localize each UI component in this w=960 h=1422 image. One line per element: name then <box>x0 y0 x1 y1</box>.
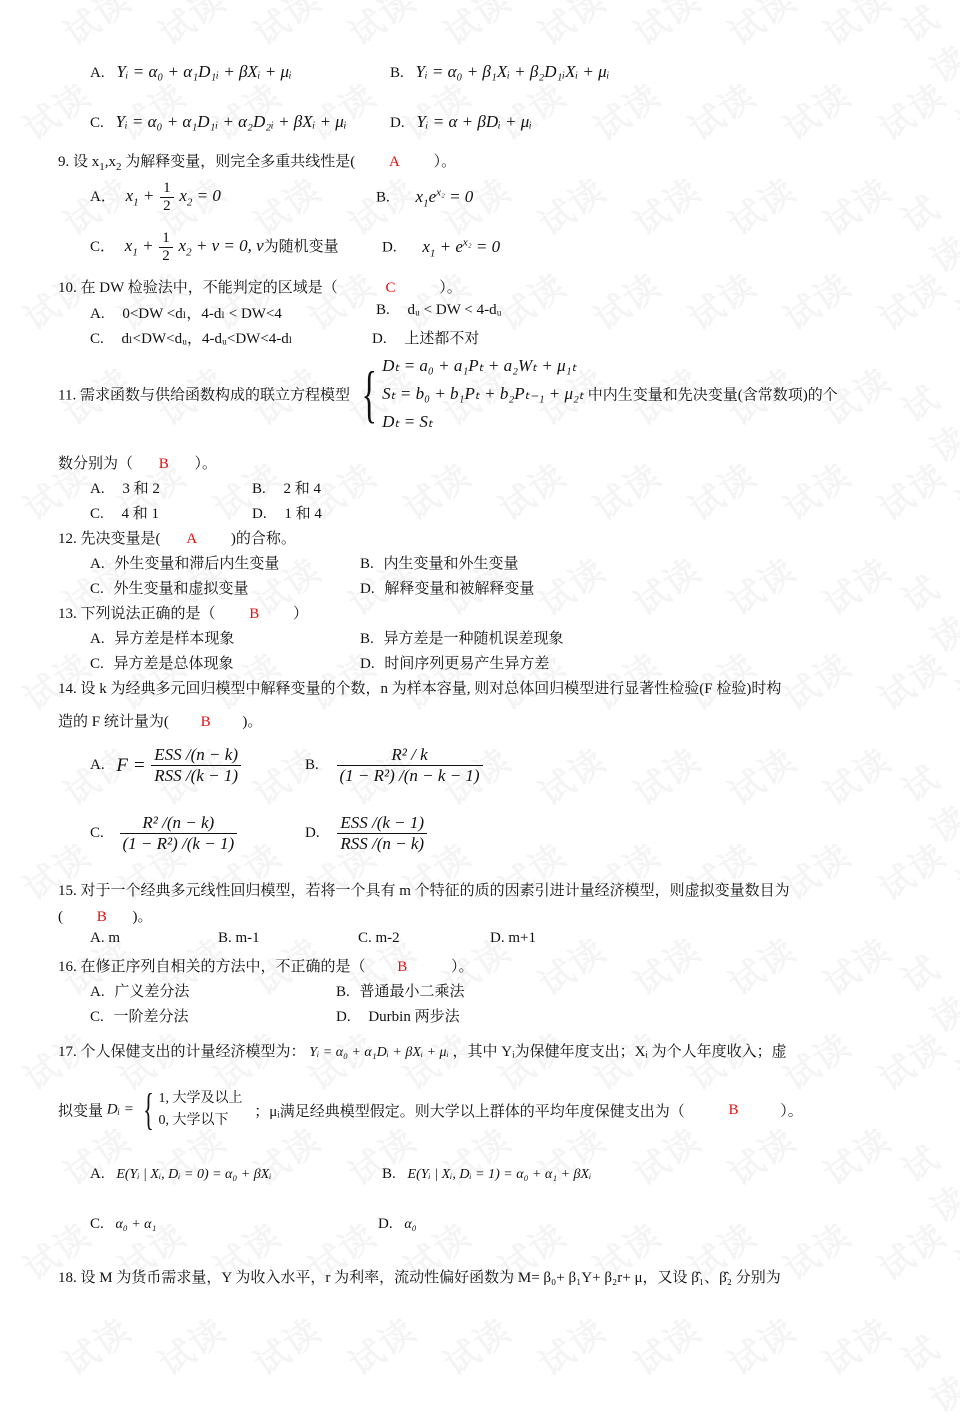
q11-stem-line2 <box>58 452 217 473</box>
option-text: 异方差是总体现象 <box>113 656 234 672</box>
stem-text: )的合称。 <box>230 531 296 547</box>
option-label: C. <box>90 581 104 597</box>
option-label: D. m+1 <box>490 930 536 946</box>
stem-text: )。 <box>132 909 153 925</box>
option-label: D. <box>390 115 405 131</box>
option-text: 时间序列更易产生异方差 <box>384 656 550 672</box>
q10-option-c <box>90 327 292 348</box>
left-brace: { <box>361 358 377 429</box>
option-label: B. <box>305 757 319 773</box>
answer-mark: B <box>249 606 260 622</box>
option-label: C. <box>90 1009 104 1025</box>
option-label: D. <box>372 331 387 347</box>
q12-stem <box>58 527 296 548</box>
q17-stem <box>58 1040 787 1061</box>
stem-text: 11. 需求函数与供给函数构成的联立方程模型 <box>58 387 350 404</box>
option-label: D. <box>305 825 320 841</box>
fraction <box>337 813 427 854</box>
q9-option-d: D. $x_1 + e^{x_2} = 0$ <box>382 236 501 260</box>
left-brace: { <box>142 1085 154 1134</box>
q14-option-d <box>305 813 429 854</box>
stem-text: ）。 <box>780 1103 803 1120</box>
option-text: 外生变量和滞后内生变量 <box>114 556 280 572</box>
answer-mark: B <box>200 714 211 730</box>
stem-text: 16. 在修正序列自相关的方法中，不正确的是（ <box>58 959 366 975</box>
answer-mark: C <box>385 280 396 296</box>
q14-option-a <box>90 745 243 786</box>
q11-option-c <box>90 502 159 523</box>
formula: Yᵢ = α₀ + α₁D₁ᵢ + βXᵢ + μᵢ <box>116 62 292 81</box>
equation: Dₜ = Sₜ <box>382 412 433 431</box>
option-label: A. <box>90 65 105 81</box>
option-label: B. <box>252 481 266 497</box>
fraction: $\frac{1}{2}$ <box>159 230 173 265</box>
stem-text: 为解释变量，则完全多重共线性是( <box>125 154 356 170</box>
q8-option-a <box>90 62 292 82</box>
option-label: B. <box>376 189 390 206</box>
q12-option-a <box>90 552 279 573</box>
option-label: C. m-2 <box>358 930 400 946</box>
stem-text: ） <box>293 606 309 622</box>
option-label: A. m <box>90 930 120 946</box>
q17-option-d <box>378 1216 417 1233</box>
stem-text: )。 <box>242 714 263 730</box>
case: 0, 大学以下 <box>158 1113 229 1128</box>
stem-text: ）。 <box>451 959 474 975</box>
q15-option-a <box>90 930 120 947</box>
option-text: 解释变量和被解释变量 <box>384 581 535 597</box>
equation: Sₜ = b₀ + b₁Pₜ + b₂Pₜ₋₁ + μ₂ₜ <box>382 384 584 403</box>
answer-mark: A <box>186 531 198 547</box>
stem-text: 12. 先决变量是( <box>58 531 161 547</box>
formula-prefix: F = <box>116 754 146 776</box>
q11-option-b <box>252 477 321 498</box>
option-label: C. <box>90 331 104 347</box>
option-text: 上述都不对 <box>404 331 480 347</box>
formula: α₀ + α₁ <box>115 1217 157 1232</box>
q8-option-c <box>90 112 347 132</box>
option-label: D. <box>360 581 375 597</box>
q15-option-d <box>490 930 536 947</box>
option-label: C. <box>90 825 104 841</box>
option-label: D. <box>360 656 375 672</box>
option-label: A. <box>90 757 105 773</box>
numerator: R² / k <box>337 745 483 766</box>
option-label: B. <box>382 1166 396 1182</box>
option-text: 一阶差分法 <box>113 1009 189 1025</box>
fraction <box>120 813 238 854</box>
q10-option-d <box>372 327 479 348</box>
stem-text: 中内生变量和先决变量(含常数项)的个 <box>587 387 838 404</box>
q10-option-b <box>376 302 501 319</box>
q16-option-d <box>336 1005 460 1026</box>
answer-mark: B <box>728 1101 739 1118</box>
q10-option-a <box>90 302 282 323</box>
q16-option-a <box>90 980 189 1001</box>
case: 1, 大学及以上 <box>158 1091 243 1106</box>
option-label: D. <box>382 239 397 256</box>
numerator: ESS /(n − k) <box>151 745 241 766</box>
option-label: A. <box>90 984 105 1000</box>
dummy-cases <box>158 1088 242 1132</box>
equation: Dₜ = a₀ + a₁Pₜ + a₂Wₜ + μ₁ₜ <box>382 356 577 375</box>
option-text: 异方差是样本现象 <box>114 631 235 647</box>
formula: Yᵢ = α + βDᵢ + μᵢ <box>416 112 532 131</box>
denominator: RSS /(k − 1) <box>154 766 238 785</box>
option-label: C. <box>90 656 104 672</box>
formula: Yᵢ = α₀ + β₁Xᵢ + β₂D₁ᵢXᵢ + μᵢ <box>415 62 610 81</box>
stem-text: 拟变量 <box>58 1103 104 1120</box>
denominator: (1 − R²) /(n − k − 1) <box>339 766 480 785</box>
option-text: 2 和 4 <box>283 481 322 497</box>
q15-option-b <box>218 930 260 947</box>
stem-text: 造的 F 统计量为( <box>58 714 169 730</box>
stem-text: ）。 <box>439 280 462 296</box>
option-label: B. <box>360 631 374 647</box>
q16-option-b <box>336 980 465 1001</box>
q12-option-b <box>360 552 519 573</box>
stem-text: ( <box>58 909 63 925</box>
dummy-variable: Dᵢ = <box>106 1101 134 1118</box>
option-label: D. <box>378 1216 393 1232</box>
q8-option-d <box>390 112 532 132</box>
option-text: 外生变量和虚拟变量 <box>113 581 249 597</box>
answer-mark: B <box>158 456 169 472</box>
q12-option-d <box>360 577 534 598</box>
option-text: 1 和 4 <box>284 506 322 522</box>
q13-option-a <box>90 627 234 648</box>
q13-option-d <box>360 652 549 673</box>
q17-option-b <box>382 1166 591 1183</box>
option-label: A. <box>90 631 105 647</box>
model-formula: Yᵢ = α₀ + α₁Dᵢ + βXᵢ + μᵢ <box>309 1045 449 1060</box>
q13-stem <box>58 602 308 623</box>
q16-stem <box>58 955 474 976</box>
q9-option-b: B. $x_1e^{x_2} = 0$ <box>376 186 474 210</box>
denominator: RSS /(n − k) <box>340 834 425 853</box>
formula: E(Yᵢ | Xᵢ, Dᵢ = 0) = α₀ + βXᵢ <box>116 1167 272 1182</box>
stem-text: 10. 在 DW 检验法中，不能判定的区域是（ <box>58 280 338 296</box>
formula: Yᵢ = α₀ + α₁D₁ᵢ + α₂D₂ᵢ + βXᵢ + μᵢ <box>115 112 347 131</box>
option-label: C． <box>90 238 116 255</box>
q11-stem <box>58 352 838 436</box>
q11-option-a <box>90 477 160 498</box>
fraction <box>151 745 241 786</box>
q17-stem-line2 <box>58 1085 803 1134</box>
option-label: B. <box>376 302 390 318</box>
fraction <box>337 745 483 786</box>
q13-option-b <box>360 627 564 648</box>
formula: E(Yᵢ | Xᵢ, Dᵢ = 1) = α₀ + α₁ + βXᵢ <box>407 1167 592 1182</box>
q14-option-c <box>90 813 239 854</box>
q18-stem <box>58 1266 781 1287</box>
q15-stem-line2 <box>58 905 153 926</box>
stem-text: 14. 设 k 为经典多元回归模型中解释变量的个数，n 为样本容量, 则对总体回归模型进行显著性检验(F 检验)时构 <box>58 681 782 697</box>
option-label: A. <box>90 481 105 497</box>
option-label: A. <box>90 1166 105 1182</box>
stem-text: ）。 <box>194 456 218 472</box>
q16-option-c <box>90 1005 189 1026</box>
option-label: B. <box>390 65 404 81</box>
option-text: 异方差是一种随机误差现象 <box>383 631 564 647</box>
option-label: D. <box>252 506 267 522</box>
formula: α₀ <box>404 1217 417 1232</box>
option-text: 4 和 1 <box>121 506 160 522</box>
q14-stem-line2 <box>58 710 262 731</box>
option-label: A. <box>90 306 105 322</box>
q11-option-d <box>252 502 322 523</box>
q9-option-c: C． $x_1$ + $\frac{1}{2}$ $x_2 + \nu = 0$, ν为随机变量 <box>90 230 339 264</box>
q12-option-c <box>90 577 249 598</box>
q15-option-c <box>358 930 400 947</box>
numerator: ESS /(k − 1) <box>337 813 427 834</box>
q9-stem: 9. 设 $x_1,x_2$ 为解释变量，则完全多重共线性是( A ）。 <box>58 154 457 173</box>
option-text: Durbin 两步法 <box>368 1009 460 1025</box>
stem-text: ）。 <box>433 154 457 170</box>
suffix-text: 为随机变量 <box>263 238 339 255</box>
option-label: C. <box>90 115 104 131</box>
option-text: 普通最小二乘法 <box>359 984 465 1000</box>
q13-option-c <box>90 652 234 673</box>
q14-stem <box>58 677 781 698</box>
answer-mark: B <box>96 909 107 925</box>
answer-mark: B <box>397 959 408 975</box>
stem-text: ，其中 Yᵢ为保健年度支出；Xᵢ 为个人年度收入；虚 <box>452 1044 787 1060</box>
fraction: $\frac{1}{2}$ <box>160 180 174 215</box>
option-label: C. <box>90 506 104 522</box>
option-text: 0<DW <dₗ，4-dₗ < DW<4 <box>122 306 282 322</box>
option-label: C. <box>90 1216 104 1232</box>
q8-option-b <box>390 62 609 82</box>
option-label: D. <box>336 1009 351 1025</box>
stem-text: 17. 个人保健支出的计量经济模型为： <box>58 1044 306 1060</box>
option-text: 3 和 2 <box>122 481 160 497</box>
q10-stem <box>58 276 462 297</box>
option-label: B. <box>360 556 374 572</box>
denominator: (1 − R²) /(k − 1) <box>122 834 235 853</box>
stem-text: 18. 设 M 为货币需求量，Y 为收入水平，r 为利率，流动性偏好函数为 M= β₀+ β₁Y+ β₂r+ μ，又设 β̂₁、β̂₂ 分别为 <box>58 1270 781 1286</box>
q17-option-a <box>90 1166 271 1183</box>
stem-text: 15. 对于一个经典多元线性回归模型，若将一个具有 m 个特征的质的因素引进计量经济模型，则虚拟变量数目为 <box>58 883 790 899</box>
option-text: 广义差分法 <box>114 984 190 1000</box>
option-label: A. <box>90 556 105 572</box>
stem-text: ；μᵢ满足经典模型假定。则大学以上群体的平均年度保健支出为（ <box>254 1103 685 1120</box>
stem-text: 13. 下列说法正确的是（ <box>58 606 216 622</box>
option-text: dₗ<DW<dᵤ，4-dᵤ<DW<4-dₗ <box>121 331 293 347</box>
option-text: dᵤ < DW < 4-dᵤ <box>407 302 502 318</box>
option-label: B. <box>336 984 350 1000</box>
stem-text: 数分别为（ <box>58 456 134 472</box>
q14-option-b <box>305 745 485 786</box>
option-text: 内生变量和外生变量 <box>383 556 519 572</box>
option-label: A． <box>90 188 116 205</box>
q9-option-a: A． $x_1$ + $\frac{1}{2}$ $x_2 = 0$ <box>90 180 221 214</box>
q17-option-c <box>90 1216 156 1233</box>
q15-stem <box>58 879 790 900</box>
equation-system <box>382 352 584 436</box>
option-label: B. m-1 <box>218 930 260 946</box>
answer-mark: A <box>389 154 400 170</box>
numerator: R² /(n − k) <box>120 813 238 834</box>
stem-text: 9. 设 x <box>58 154 100 170</box>
